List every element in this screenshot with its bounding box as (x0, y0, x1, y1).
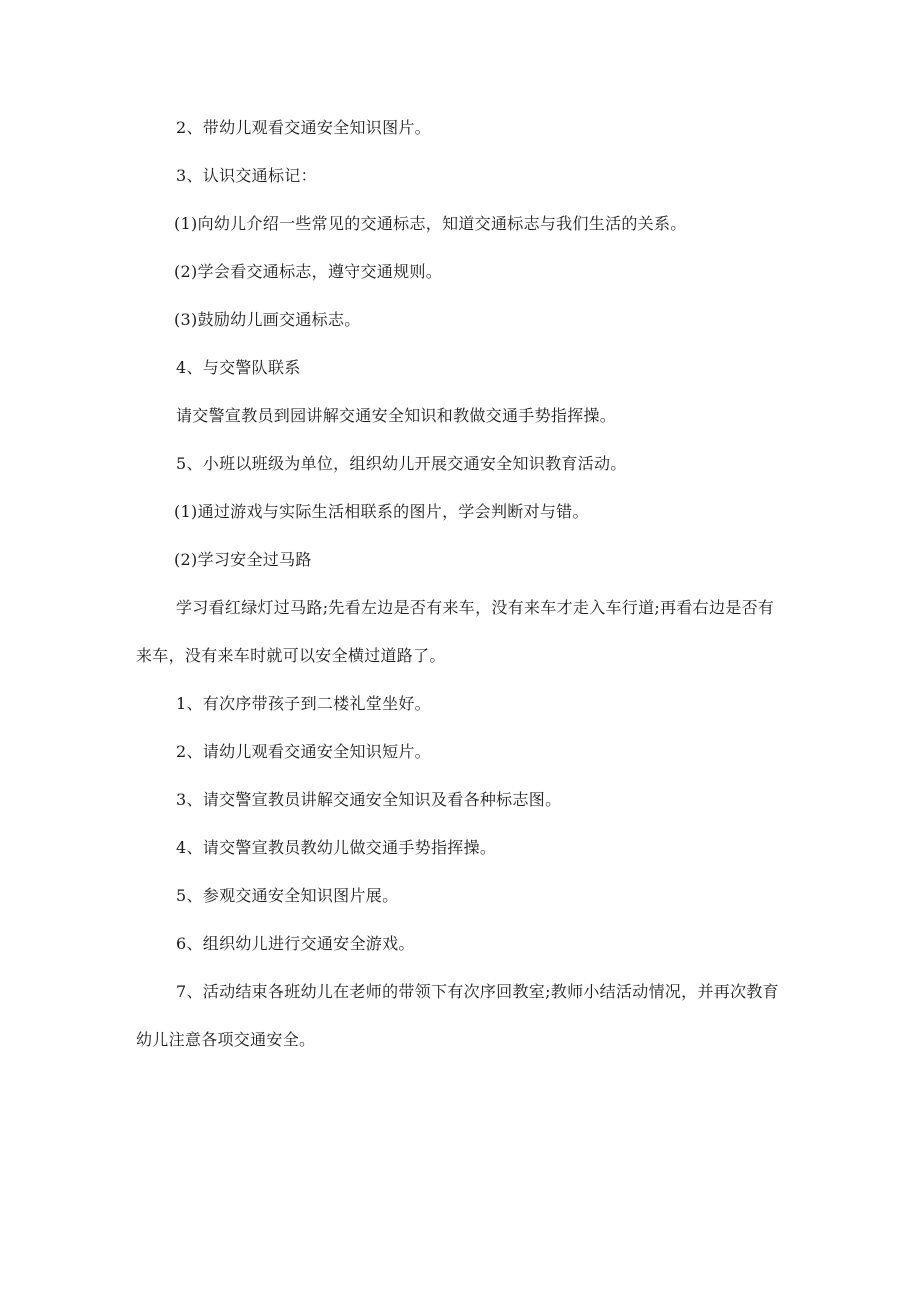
paragraph-sub-1-introduce-signs: (1)向幼儿介绍一些常见的交通标志，知道交通标志与我们生活的关系。 (174, 214, 687, 233)
paragraph-traffic-light-rules: 学习看红绿灯过马路;先看左边是否有来车，没有来车才走入车行道;再看右边是否有来车，没有来车时就可以安全横过道路了。 (136, 598, 775, 665)
paragraph-step-5-class-activity: 5、小班以班级为单位，组织幼儿开展交通安全知识教育活动。 (176, 454, 627, 473)
paragraph-sub-2-cross-road: (2)学习安全过马路 (174, 550, 312, 569)
paragraph-proc-4-gestures: 4、请交警宣教员教幼儿做交通手势指挥操。 (176, 838, 497, 857)
paragraph-step-3-traffic-signs: 3、认识交通标记： (176, 166, 317, 185)
paragraph-proc-3-lecture: 3、请交警宣教员讲解交通安全知识及看各种标志图。 (176, 790, 562, 809)
paragraph-sub-2-learn-signs: (2)学会看交通标志，遵守交通规则。 (174, 262, 443, 281)
paragraph-proc-1-seat: 1、有次序带孩子到二楼礼堂坐好。 (176, 694, 431, 713)
paragraph-sub-1-games: (1)通过游戏与实际生活相联系的图片，学会判断对与错。 (174, 502, 589, 521)
paragraph-proc-7-summary: 7、活动结束各班幼儿在老师的带领下有次序回教室;教师小结活动情况，并再次教育幼儿注意各项交通安全。 (136, 982, 779, 1049)
paragraph-invite-police: 请交警宣教员到园讲解交通安全知识和教做交通手势指挥操。 (176, 406, 617, 425)
paragraph-step-4-contact-police: 4、与交警队联系 (176, 358, 301, 377)
paragraph-proc-2-video: 2、请幼儿观看交通安全知识短片。 (176, 742, 431, 761)
document-body (136, 116, 784, 1076)
paragraph-sub-3-draw-signs: (3)鼓励幼儿画交通标志。 (174, 310, 361, 329)
paragraph-proc-5-exhibition: 5、参观交通安全知识图片展。 (176, 886, 399, 905)
paragraph-step-2-watch-pictures: 2、带幼儿观看交通安全知识图片。 (176, 118, 431, 137)
paragraph-proc-6-games: 6、组织幼儿进行交通安全游戏。 (176, 934, 415, 953)
